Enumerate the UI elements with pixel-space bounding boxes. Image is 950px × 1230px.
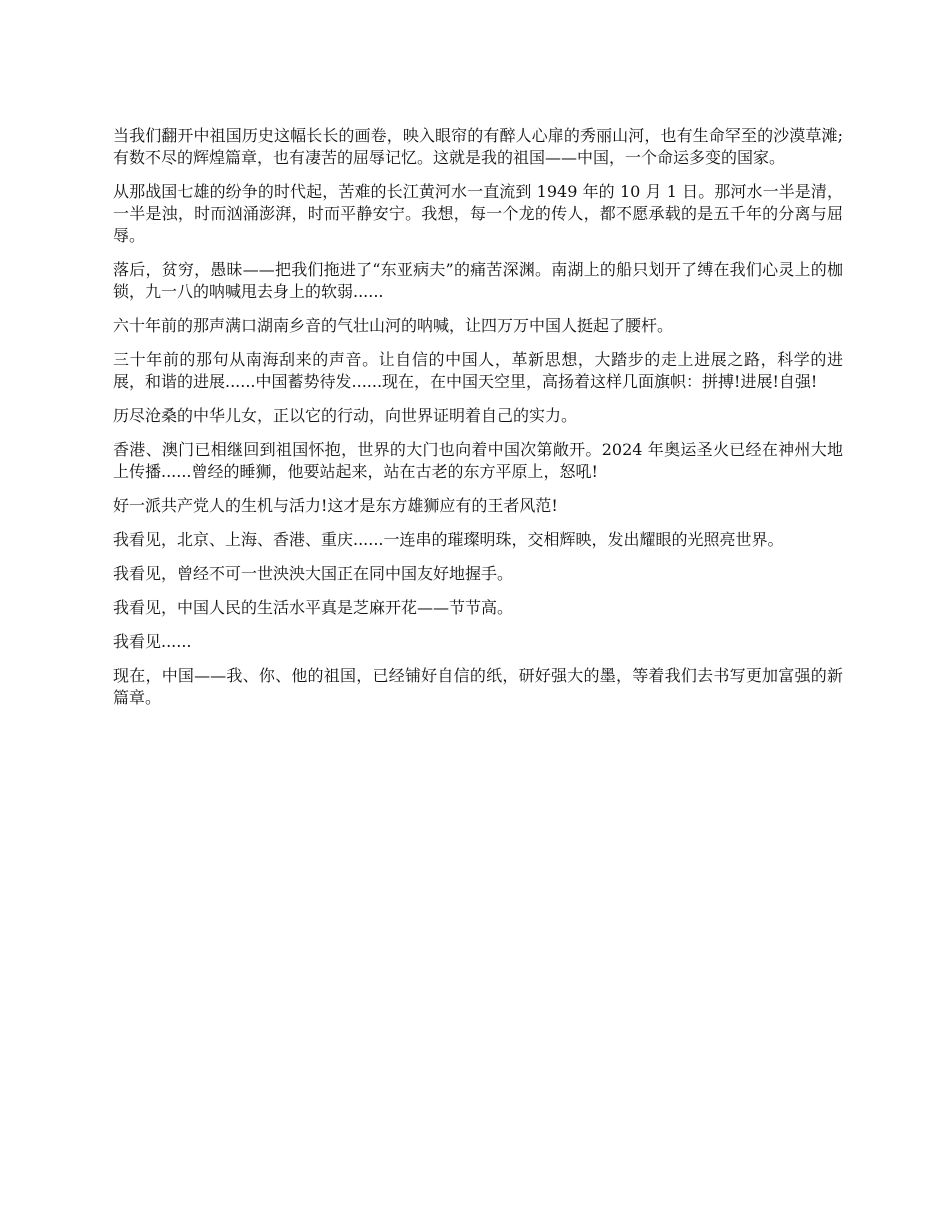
paragraph-6: 历尽沧桑的中华儿女，正以它的行动，向世界证明着自己的实力。 xyxy=(113,406,578,425)
paragraph-1: 当我们翻开中祖国历史这幅长长的画卷，映入眼帘的有醉人心扉的秀丽山河，也有生命罕至的沙漠草滩;有数不尽的辉煌篇章，也有凄苦的屈辱记忆。这就是我的祖国——中国，一个命运多变的国家。 xyxy=(113,126,843,167)
paragraph-8: 好一派共产党人的生机与活力!这才是东方雄狮应有的王者风范! xyxy=(113,496,558,515)
document-body xyxy=(113,125,843,721)
paragraph-10: 我看见，曾经不可一世泱泱大国正在同中国友好地握手。 xyxy=(113,564,514,583)
paragraph-3: 落后，贫穷，愚昧——把我们拖进了“东亚病夫”的痛苦深渊。南湖上的船只划开了缚在我们心灵上的枷锁，九一八的呐喊甩去身上的软弱...... xyxy=(113,260,843,301)
paragraph-5: 三十年前的那句从南海刮来的声音。让自信的中国人，革新思想，大踏步的走上进展之路，科学的进展，和谐的进展......中国蓄势待发......现在，在中国天空里，高扬着这样几面旗帜：拼搏!进展!自强! xyxy=(113,350,843,391)
paragraph-4: 六十年前的那声满口湖南乡音的气壮山河的呐喊，让四万万中国人挺起了腰杆。 xyxy=(113,316,674,335)
paragraph-2: 从那战国七雄的纷争的时代起，苦难的长江黄河水一直流到 1949 年的 10 月 1 日。那河水一半是清，一半是浊，时而汹涌澎湃，时而平静安宁。我想，每一个龙的传人，都不愿承载的是五千年的分离与屈辱。 xyxy=(113,182,843,245)
paragraph-12: 我看见...... xyxy=(113,632,192,651)
paragraph-11: 我看见，中国人民的生活水平真是芝麻开花——节节高。 xyxy=(113,598,514,617)
paragraph-13: 现在，中国——我、你、他的祖国，已经铺好自信的纸，研好强大的墨，等着我们去书写更加富强的新篇章。 xyxy=(113,666,843,707)
paragraph-9: 我看见，北京、上海、香港、重庆......一连串的璀璨明珠，交相辉映，发出耀眼的光照亮世界。 xyxy=(113,530,784,549)
paragraph-7: 香港、澳门已相继回到祖国怀抱，世界的大门也向着中国次第敞开。2024 年奥运圣火已经在神州大地上传播......曾经的睡狮，他要站起来，站在古老的东方平原上，怒吼! xyxy=(113,440,843,481)
